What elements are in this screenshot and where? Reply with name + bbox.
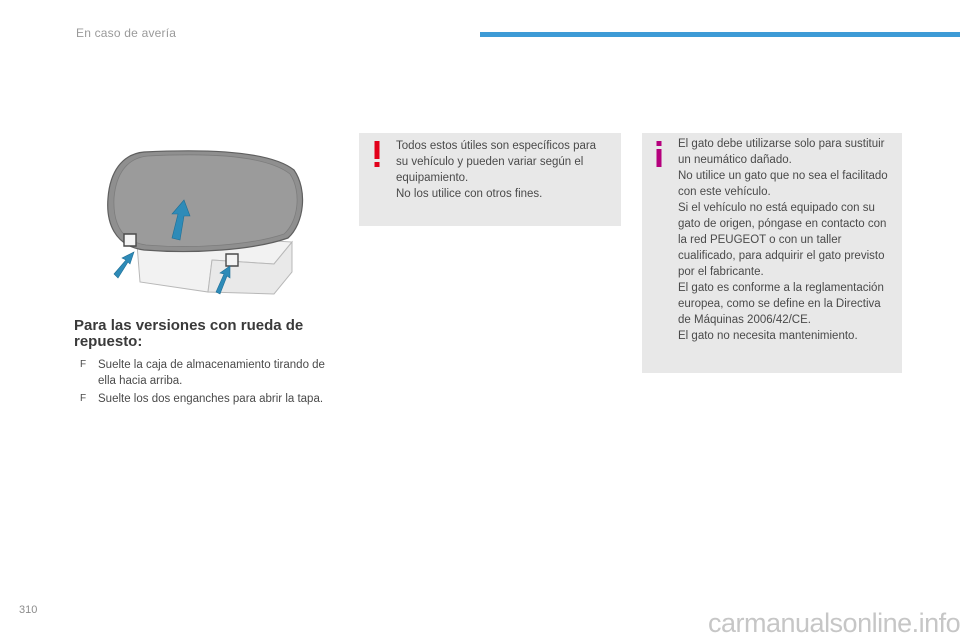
warning-box	[359, 133, 621, 226]
step-text: Suelte la caja de almacenamiento tirando de ella hacia arriba.	[98, 359, 325, 387]
warning-text: Todos estos útiles son específicos para su vehículo y pueden variar según el equipamiento.	[396, 140, 597, 184]
hook-left	[124, 234, 136, 246]
hook-arrow-icon	[114, 252, 134, 278]
bullet-marker: F	[80, 359, 87, 370]
section-heading: Para las versiones con rueda de repuesto:	[74, 317, 304, 350]
bullet-marker: F	[80, 393, 87, 404]
info-icon	[654, 141, 664, 169]
warning-text: No los utilice con otros fines.	[396, 188, 543, 200]
exclamation-icon	[371, 141, 383, 169]
info-box	[642, 133, 902, 373]
lid-inner	[114, 155, 297, 247]
info-text: No utilice un gato que no sea el facilitado con este vehículo.	[678, 170, 888, 198]
info-text: El gato debe utilizarse solo para sustituir un neumático dañado.	[678, 138, 885, 166]
list-item	[78, 357, 333, 389]
info-text: Si el vehículo no está equipado con su gato de origen, póngase en contacto con la red PEUGEOT o con un taller cualificado, para adquirir el gato previsto por el fabricante.	[678, 202, 887, 278]
header-accent-bar	[480, 32, 960, 37]
step-text: Suelte los dos enganches para abrir la tapa.	[98, 393, 324, 405]
storage-box-illustration	[104, 142, 304, 302]
info-text: El gato no necesita mantenimiento.	[678, 330, 858, 342]
section-title: En caso de avería	[76, 26, 177, 40]
page-number: 310	[19, 604, 38, 616]
watermark: carmanualsonline.info	[708, 608, 960, 638]
steps-list	[78, 357, 333, 409]
list-item	[78, 391, 333, 407]
hook-right	[226, 254, 238, 266]
info-text: El gato es conforme a la reglamentación europea, como se define en la Directiva de Máquinas 2006/42/CE.	[678, 282, 884, 326]
